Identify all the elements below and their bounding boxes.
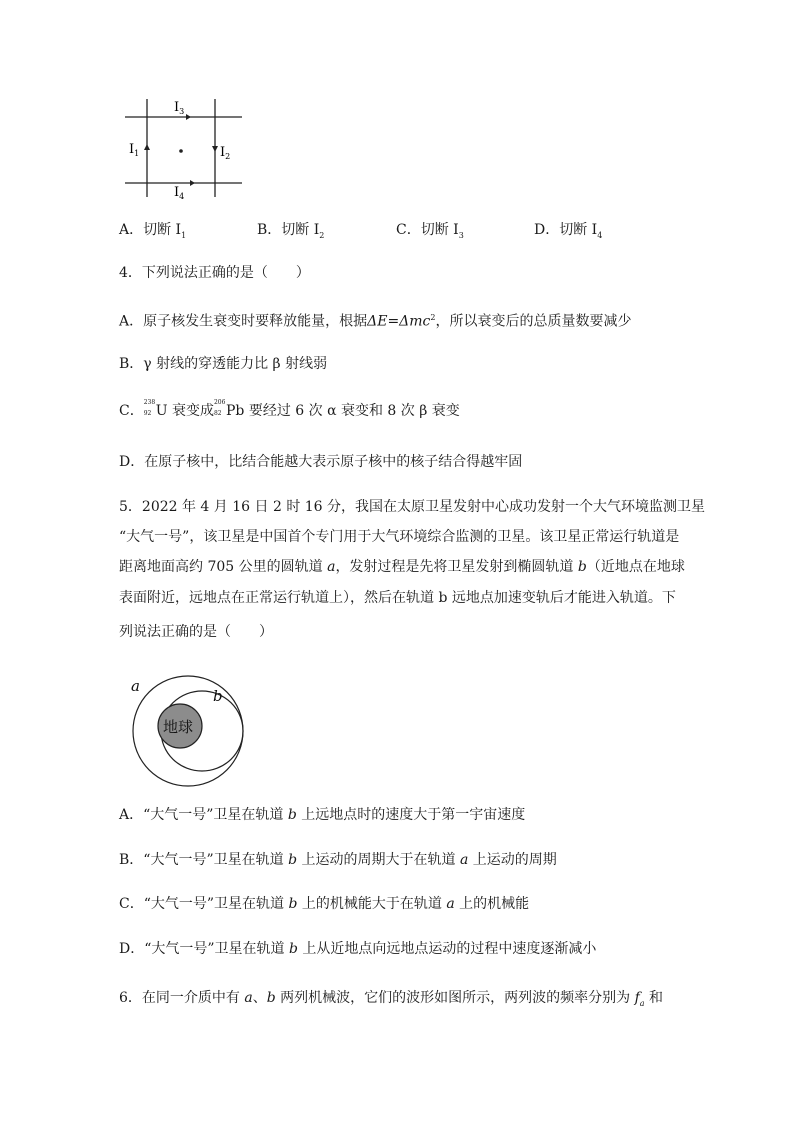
q4-option-a: A．原子核发生衰变时要释放能量，根据ΔE=Δmc$^2$，所以衰变后的总质量数要减少 bbox=[119, 313, 632, 330]
arrow-i1-icon bbox=[144, 144, 150, 150]
q3-option-d: D．切断 $I_4$ bbox=[534, 222, 603, 240]
q4-option-b: B．γ 射线的穿透能力比 β 射线弱 bbox=[119, 356, 328, 372]
q3-option-b: B．切断 $I_2$ bbox=[257, 222, 325, 240]
q5-line-3: 距离地面高约 705 公里的圆轨道 a，发射过程是先将卫星发射到椭圆轨道 b（近地点在地球 bbox=[119, 559, 685, 575]
lead-nuclide: 206 82 bbox=[213, 399, 226, 417]
earth-label: 地球 bbox=[163, 718, 194, 736]
q3-option-a: A．切断 $I_1$ bbox=[119, 222, 187, 240]
q4-option-d: D．在原子核中，比结合能越大表示原子核中的核子结合得越牢固 bbox=[119, 454, 523, 470]
center-point bbox=[179, 149, 183, 153]
q5-line-5: 列说法正确的是（ ） bbox=[119, 624, 273, 640]
energy-formula: ΔE=Δmc bbox=[367, 313, 431, 330]
label-i1: $I_1$ bbox=[129, 142, 140, 158]
q5-option-a: A．“大气一号”卫星在轨道 b 上远地点时的速度大于第一宇宙速度 bbox=[119, 807, 526, 823]
q5-line-1: 5．2022 年 4 月 16 日 2 时 16 分，我国在太原卫星发射中心成功发射一个大气环境监测卫星 bbox=[119, 499, 706, 515]
label-i3: $I_3$ bbox=[174, 100, 185, 116]
q5-line-4: 表面附近，远地点在正常运行轨道上），然后在轨道 b 远地点加速变轨后才能进入轨道。下 bbox=[119, 590, 676, 606]
q4-option-c: C． 238 92 U 衰变成 206 82 Pb 要经过 6 次 α 衰变和 8 次 β 衰变 bbox=[119, 399, 460, 419]
arrow-i3-icon bbox=[186, 114, 191, 120]
q5-option-b: B．“大气一号”卫星在轨道 b 上运动的周期大于在轨道 a 上运动的周期 bbox=[119, 852, 557, 868]
uranium-nuclide: 238 92 bbox=[143, 399, 156, 417]
arrow-i2-icon bbox=[212, 146, 218, 152]
q4-stem: 4．下列说法正确的是（ ） bbox=[119, 265, 310, 281]
q6-stem: 6．在同一介质中有 a、b 两列机械波，它们的波形如图所示，两列波的频率分别为 $f_a$ 和 bbox=[119, 990, 664, 1008]
orbit-figure bbox=[125, 672, 255, 790]
label-i4: $I_4$ bbox=[174, 185, 185, 201]
q5-line-2: “大气一号”，该卫星是中国首个专门用于大气环境综合监测的卫星。该卫星正常运行轨道是 bbox=[119, 529, 680, 545]
arrow-i4-icon bbox=[190, 180, 195, 186]
q5-option-d: D．“大气一号”卫星在轨道 b 上从近地点向远地点运动的过程中速度逐渐减小 bbox=[119, 941, 597, 957]
label-i2: $I_2$ bbox=[220, 145, 231, 161]
q5-option-c: C．“大气一号”卫星在轨道 b 上的机械能大于在轨道 a 上的机械能 bbox=[119, 896, 530, 912]
orbit-a-label: a bbox=[131, 677, 140, 695]
wire-grid-figure bbox=[120, 95, 250, 205]
q3-option-c: C．切断 $I_3$ bbox=[396, 222, 464, 240]
orbit-b-label: b bbox=[213, 687, 223, 705]
